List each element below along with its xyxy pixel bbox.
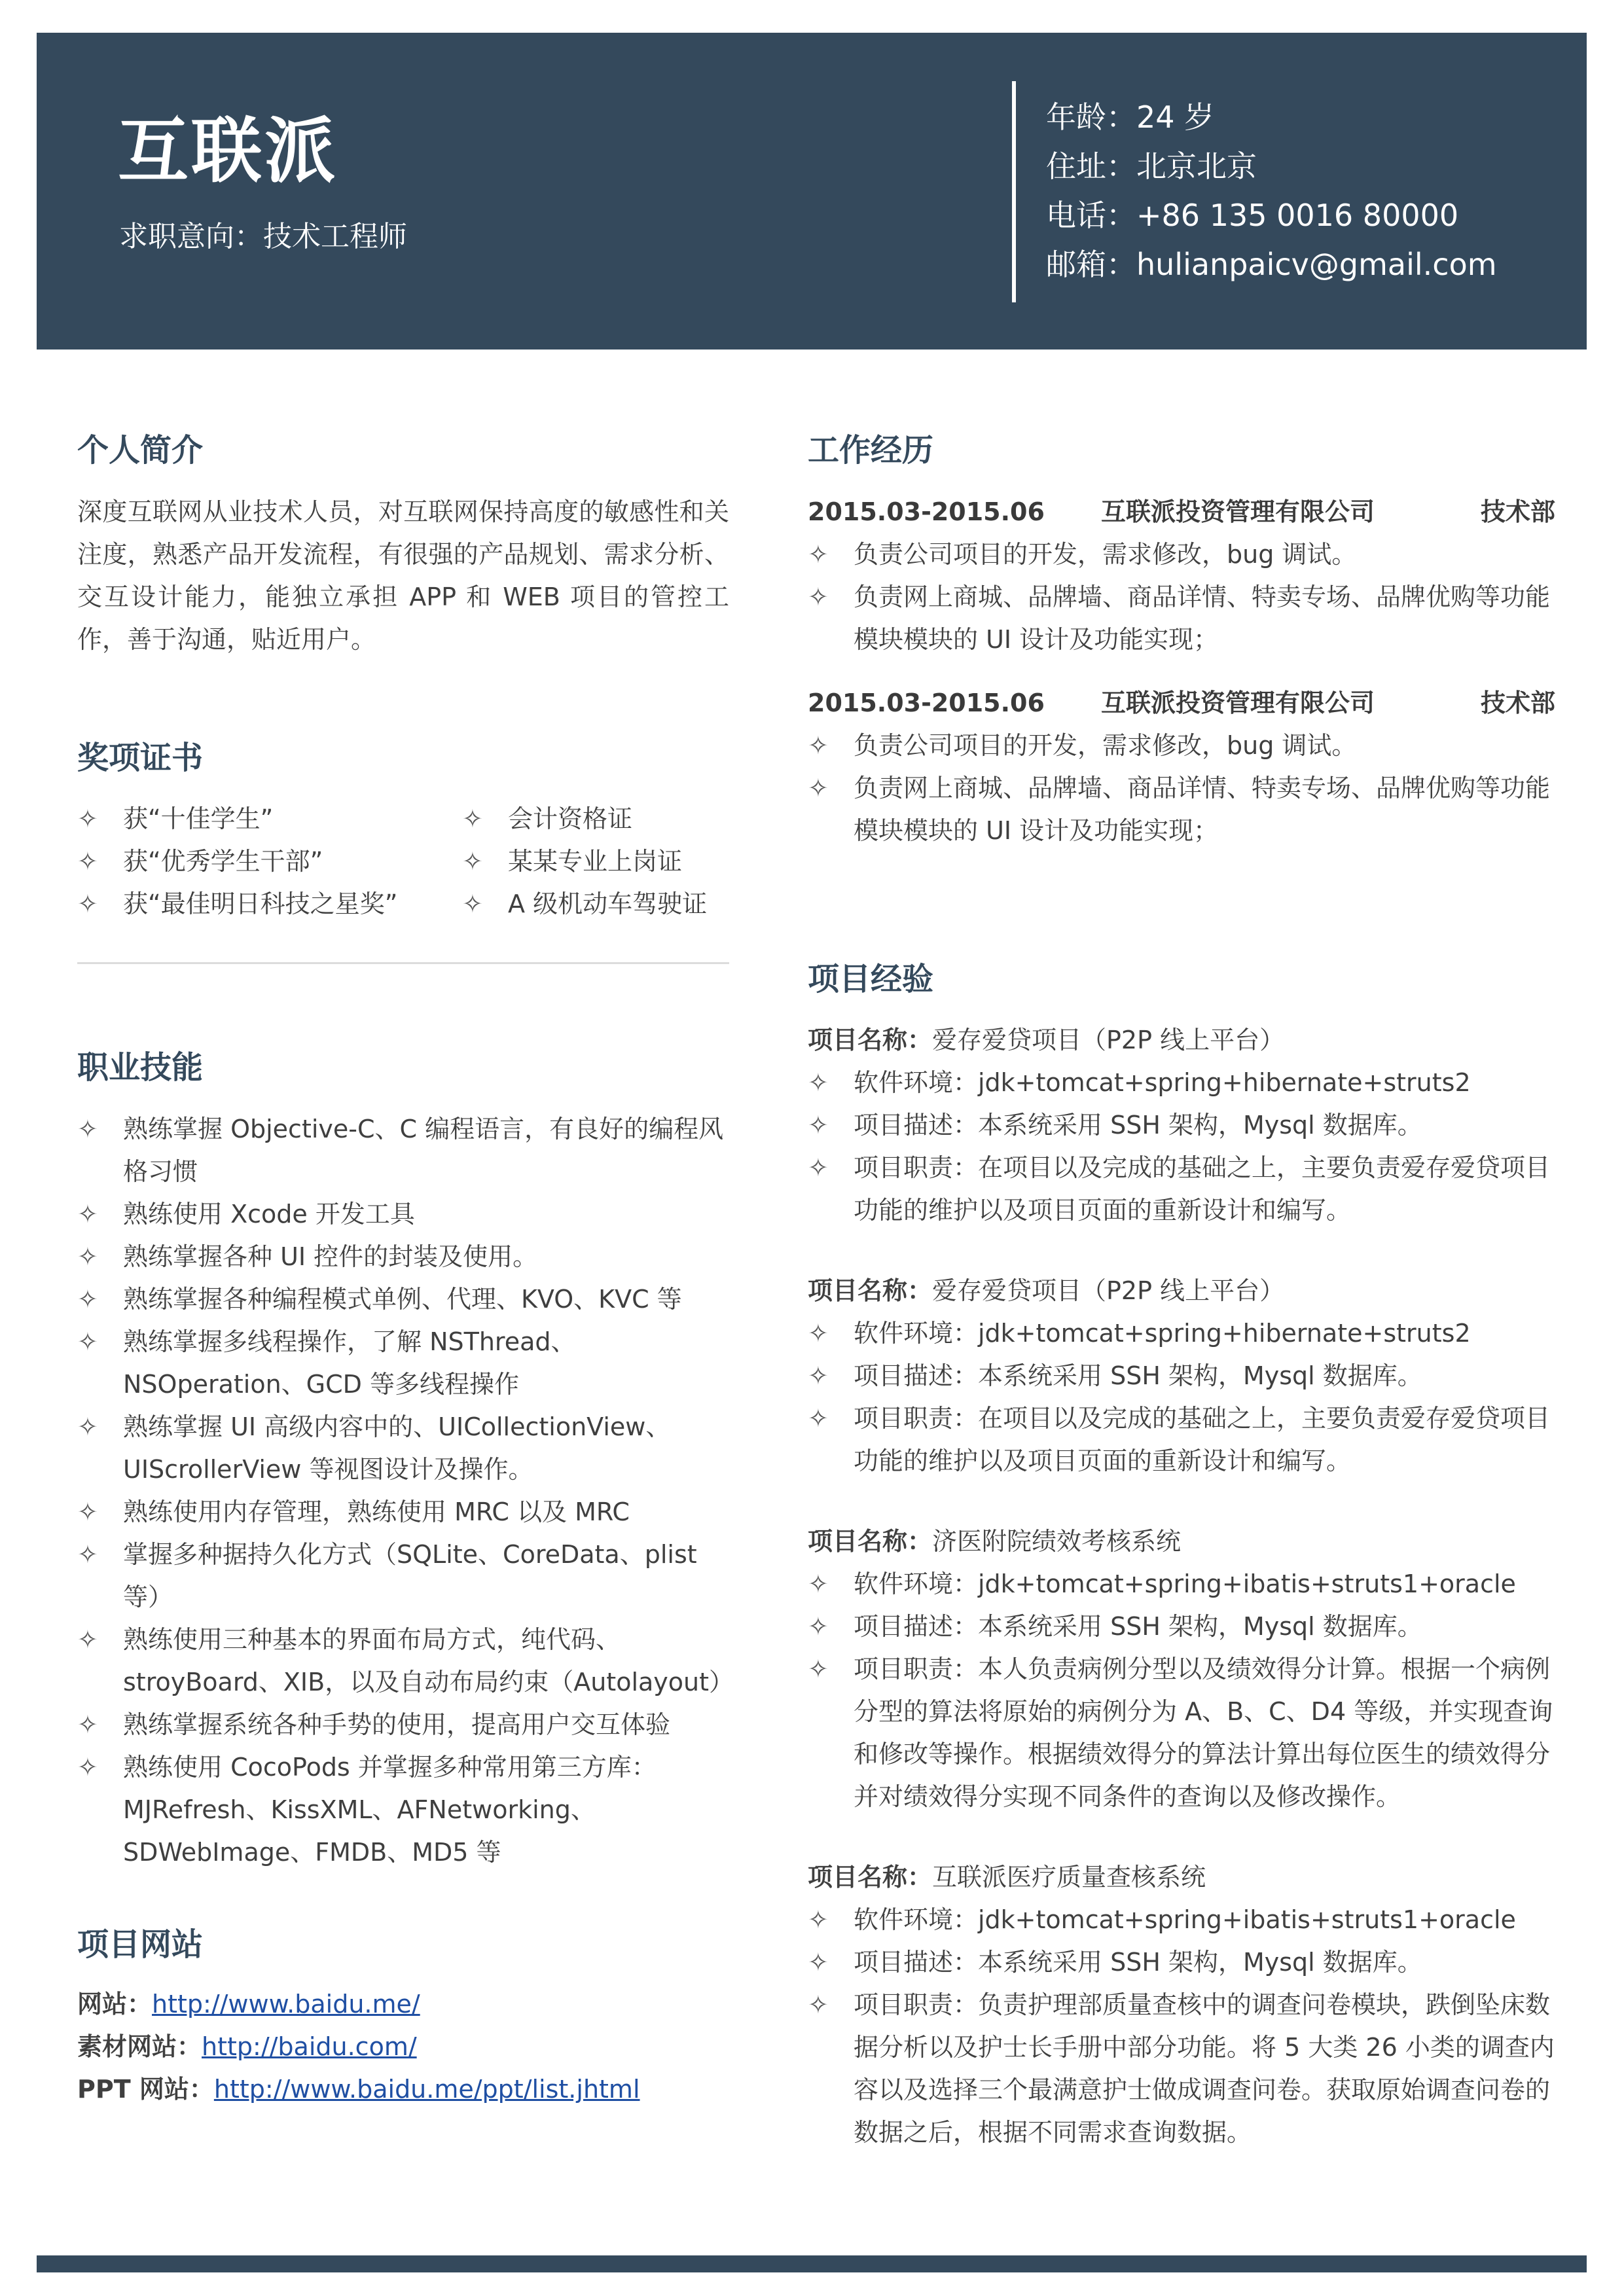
project-name: 爱存爱贷项目（P2P 线上平台）: [932, 1026, 1285, 1055]
list-item: ✧ 熟练使用 Xcode 开发工具: [77, 1193, 729, 1236]
bullet-star-icon: ✧: [77, 1242, 98, 1271]
project-details: [808, 1062, 1555, 1232]
project-entry: [808, 1270, 1555, 1482]
list-item: ✧ 获“十佳学生”: [77, 798, 462, 840]
list-item: ✧ 获“最佳明日科技之星奖”: [77, 883, 462, 925]
bullet-star-icon: ✧: [808, 1111, 829, 1140]
project-details: [808, 1563, 1555, 1818]
list-item: ✧ 熟练掌握系统各种手势的使用，提高用户交互体验: [77, 1704, 729, 1746]
awards-section: [77, 740, 729, 926]
bullet-star-icon: ✧: [77, 1624, 98, 1654]
bullet-star-icon: ✧: [808, 1948, 829, 1977]
list-item: ✧ 熟练使用 CocoPods 并掌握多种常用第三方库：MJRefresh、KissXML、AFNetworking、SDWebImage、FMDB、MD5 等: [77, 1746, 729, 1874]
job-company: 互联派投资管理有限公司: [1101, 497, 1375, 526]
list-item: ✧ 会计资格证: [462, 798, 729, 840]
websites-list: [77, 1983, 729, 2111]
websites-title: 项目网站: [77, 1926, 204, 1963]
bullet-star-icon: ✧: [808, 1068, 829, 1098]
profile-title: 个人简介: [77, 432, 204, 469]
bullet-star-icon: ✧: [77, 1284, 98, 1314]
bullet-star-icon: ✧: [808, 1153, 829, 1183]
list-item: ✧ 项目职责：本人负责病例分型以及绩效得分计算。根据一个病例分型的算法将原始的病例分为 A、B、C、D4 等级，并实现查询和修改等操作。根据绩效得分的算法计算出每位医生的绩效得分并对绩效得分实现不同条件的查询以及修改操作。: [808, 1648, 1555, 1818]
bullet-star-icon: ✧: [77, 1752, 98, 1782]
project-name: 爱存爱贷项目（P2P 线上平台）: [932, 1276, 1285, 1306]
list-item: ✧ 掌握多种据持久化方式（SQLite、CoreData、plist 等）: [77, 1534, 729, 1619]
list-item: ✧ 熟练使用三种基本的界面布局方式，纯代码、stroyBoard、XIB，以及自动布局约束（Autolayout）: [77, 1619, 729, 1704]
list-item: ✧ 项目职责：在项目以及完成的基础之上，主要负责爱存爱贷项目功能的维护以及项目页面的重新设计和编写。: [808, 1147, 1555, 1232]
project-entry: [808, 1019, 1555, 1232]
bullet-star-icon: ✧: [77, 1497, 98, 1526]
job-department: 技术部: [1480, 688, 1555, 717]
list-item: ✧ 熟练掌握各种 UI 控件的封装及使用。: [77, 1236, 729, 1278]
skills-title: 职业技能: [77, 1049, 204, 1086]
contact-email: 邮箱：hulianpaicv@gmail.com: [1046, 247, 1497, 282]
project-name-row: [808, 1520, 1555, 1563]
right-column: [808, 432, 1555, 2154]
job-entry: [808, 682, 1555, 852]
awards-title: 奖项证书: [77, 739, 204, 776]
website-link[interactable]: http://baidu.com/: [202, 2032, 417, 2062]
job-date: 2015.03-2015.06: [808, 497, 1045, 526]
bullet-star-icon: ✧: [77, 1539, 98, 1569]
footer-bar: [37, 2255, 1587, 2272]
list-item: ✧ 熟练掌握多线程操作，了解 NSThread、NSOperation、GCD 等多线程操作: [77, 1321, 729, 1406]
contact-phone: 电话：+86 135 0016 80000: [1046, 198, 1459, 233]
bullet-star-icon: ✧: [77, 1412, 98, 1441]
website-link[interactable]: http://www.baidu.me/ppt/list.jhtml: [213, 2075, 640, 2104]
list-item: ✧ 熟练掌握 UI 高级内容中的、UICollectionView、UIScrollerView 等视图设计及操作。: [77, 1406, 729, 1491]
project-details: [808, 1899, 1555, 2154]
list-item: ✧ 项目职责：负责护理部质量查核中的调查问卷模块，跌倒坠床数据分析以及护士长手册中部分功能。将 5 大类 26 小类的调查内容以及选择三个最满意护士做成调查问卷。获取原始调查问卷的数据之后，根据不同需求查询数据。: [808, 1984, 1555, 2154]
project-name: 互联派医疗质量查核系统: [932, 1863, 1206, 1892]
list-item: ✧ 熟练使用内存管理，熟练使用 MRC 以及 MRC: [77, 1491, 729, 1534]
project-name-label: 项目名称：: [808, 1527, 933, 1556]
job-header: [808, 682, 1555, 725]
bullet-star-icon: ✧: [462, 889, 483, 919]
projects-section: [808, 961, 1555, 2155]
website-label: 网站：: [77, 1990, 153, 2019]
list-item: ✧ 项目描述：本系统采用 SSH 架构，Mysql 数据库。: [808, 1941, 1555, 1984]
left-column: [77, 432, 734, 2111]
bullet-star-icon: ✧: [808, 1361, 829, 1391]
bullet-star-icon: ✧: [77, 1327, 98, 1356]
project-name: 济医附院绩效考核系统: [932, 1527, 1182, 1556]
job-department: 技术部: [1480, 497, 1555, 526]
job-entry: [808, 491, 1555, 661]
job-header: [808, 491, 1555, 533]
bullet-star-icon: ✧: [808, 1319, 829, 1348]
bullet-star-icon: ✧: [808, 1905, 829, 1935]
profile-section: [77, 432, 729, 661]
list-item: ✧ 项目描述：本系统采用 SSH 架构，Mysql 数据库。: [808, 1355, 1555, 1397]
list-item: ✧ 负责网上商城、品牌墙、商品详情、特卖专场、品牌优购等功能模块模块的 UI 设计及功能实现；: [808, 576, 1555, 661]
list-item: ✧ 软件环境：jdk+tomcat+spring+ibatis+struts1+oracle: [808, 1899, 1555, 1941]
project-entry: [808, 1856, 1555, 2154]
contact-age: 年龄：24 岁: [1046, 99, 1215, 135]
project-name-label: 项目名称：: [808, 1863, 933, 1892]
list-item: ✧ 负责公司项目的开发，需求修改，bug 调试。: [808, 533, 1555, 576]
bullet-star-icon: ✧: [808, 539, 829, 569]
work-section: [808, 432, 1555, 852]
project-name-row: [808, 1856, 1555, 1899]
list-item: ✧ 软件环境：jdk+tomcat+spring+ibatis+struts1+oracle: [808, 1563, 1555, 1605]
bullet-star-icon: ✧: [808, 1570, 829, 1599]
website-link[interactable]: http://www.baidu.me/: [152, 1990, 420, 2019]
bullet-star-icon: ✧: [808, 1612, 829, 1641]
bullet-star-icon: ✧: [808, 730, 829, 760]
project-name-label: 项目名称：: [808, 1026, 933, 1055]
bullet-star-icon: ✧: [77, 1114, 98, 1143]
job-date: 2015.03-2015.06: [808, 688, 1045, 717]
bullet-star-icon: ✧: [77, 889, 98, 919]
bullet-star-icon: ✧: [808, 773, 829, 802]
bullet-star-icon: ✧: [808, 1655, 829, 1684]
skills-section: [77, 1049, 734, 1874]
list-item: ✧ 某某专业上岗证: [462, 840, 729, 883]
job-duties: [808, 533, 1555, 661]
list-item: ✧ 项目描述：本系统采用 SSH 架构，Mysql 数据库。: [808, 1605, 1555, 1648]
project-entry: [808, 1520, 1555, 1818]
list-item: ✧ A 级机动车驾驶证: [462, 883, 729, 925]
bullet-star-icon: ✧: [462, 847, 483, 876]
candidate-name: 互联派: [118, 111, 338, 192]
work-title: 工作经历: [808, 432, 934, 469]
bullet-star-icon: ✧: [77, 847, 98, 876]
list-item: ✧ 项目描述：本系统采用 SSH 架构，Mysql 数据库。: [808, 1104, 1555, 1147]
skills-list: [77, 1108, 734, 1874]
project-details: [808, 1312, 1555, 1482]
website-row: [77, 2068, 729, 2111]
list-item: ✧ 软件环境：jdk+tomcat+spring+hibernate+struts2: [808, 1312, 1555, 1355]
awards-column-1: [77, 798, 462, 925]
website-label: 素材网站：: [77, 2032, 202, 2062]
bullet-star-icon: ✧: [808, 1404, 829, 1433]
bullet-star-icon: ✧: [77, 1199, 98, 1229]
bullet-star-icon: ✧: [77, 804, 98, 834]
profile-text: 深度互联网从业技术人员，对互联网保持高度的敏感性和关注度，熟悉产品开发流程，有很强的产品规划、需求分析、交互设计能力，能独立承担 APP 和 WEB 项目的管控工作，善于沟通，贴近用户。: [77, 497, 729, 654]
website-row: [77, 1983, 729, 2026]
project-name-row: [808, 1019, 1555, 1062]
list-item: ✧ 获“优秀学生干部”: [77, 840, 462, 883]
projects-title: 项目经验: [808, 960, 934, 997]
job-company: 互联派投资管理有限公司: [1101, 688, 1375, 717]
project-name-label: 项目名称：: [808, 1276, 933, 1306]
website-row: [77, 2026, 729, 2068]
list-item: ✧ 负责公司项目的开发，需求修改，bug 调试。: [808, 725, 1555, 767]
list-item: ✧ 熟练掌握 Objective-C、C 编程语言，有良好的编程风格习惯: [77, 1108, 729, 1193]
bullet-star-icon: ✧: [808, 582, 829, 611]
header-banner: [37, 33, 1587, 350]
contact-address: 住址：北京北京: [1046, 149, 1257, 184]
bullet-star-icon: ✧: [462, 804, 483, 834]
websites-section: [77, 1926, 729, 2111]
list-item: ✧ 熟练掌握各种编程模式单例、代理、KVO、KVC 等: [77, 1278, 729, 1321]
project-name-row: [808, 1270, 1555, 1312]
header-divider: [1012, 81, 1016, 302]
job-intent: 求职意向：技术工程师: [119, 220, 407, 253]
section-divider: [77, 962, 729, 964]
list-item: ✧ 软件环境：jdk+tomcat+spring+hibernate+struts2: [808, 1062, 1555, 1104]
contact-info: [1046, 93, 1497, 289]
bullet-star-icon: ✧: [808, 1990, 829, 2020]
website-label: PPT 网站：: [77, 2075, 214, 2104]
job-duties: [808, 725, 1555, 852]
list-item: ✧ 项目职责：在项目以及完成的基础之上，主要负责爱存爱贷项目功能的维护以及项目页面的重新设计和编写。: [808, 1397, 1555, 1482]
list-item: ✧ 负责网上商城、品牌墙、商品详情、特卖专场、品牌优购等功能模块模块的 UI 设计及功能实现；: [808, 767, 1555, 852]
awards-column-2: [462, 798, 729, 925]
bullet-star-icon: ✧: [77, 1710, 98, 1739]
awards-list: [77, 798, 729, 925]
